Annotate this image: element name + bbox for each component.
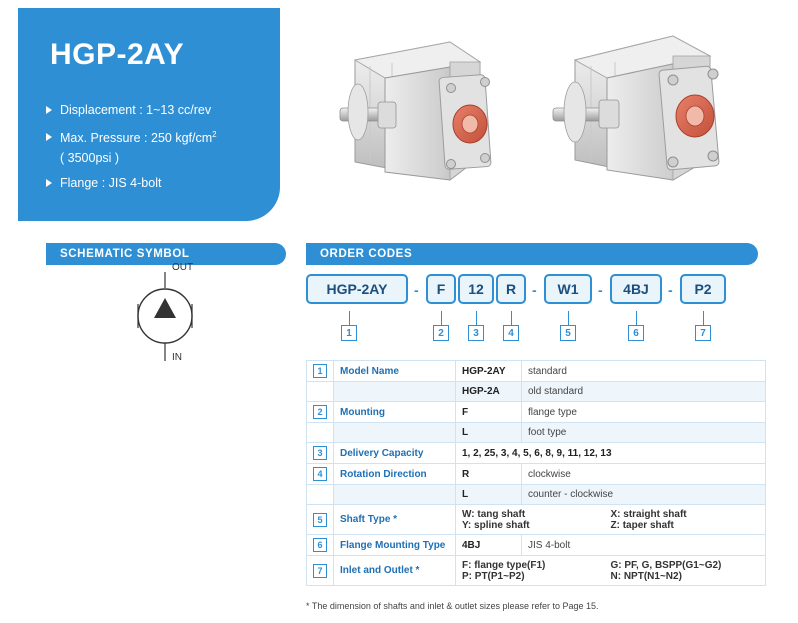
row-index-cell — [307, 556, 334, 586]
row-index-cell — [307, 361, 334, 382]
row-index-cell — [307, 402, 334, 423]
inlet-outlet-options — [456, 556, 766, 586]
table-row — [307, 505, 766, 535]
row-desc: counter - clockwise — [522, 485, 766, 505]
row-code: F — [456, 402, 522, 423]
row-index-cell — [307, 382, 334, 402]
spec-pressure-psi: ( 3500psi ) — [60, 151, 120, 166]
index-badge-6: 6 — [628, 325, 644, 341]
row-name: Inlet and Outlet * — [334, 556, 456, 586]
pump-symbol-icon — [110, 266, 260, 366]
row-name: Flange Mounting Type — [334, 535, 456, 556]
table-row — [307, 402, 766, 423]
row-name — [334, 485, 456, 505]
code-separator: - — [668, 282, 673, 298]
row-name: Delivery Capacity — [334, 443, 456, 464]
page-title: HGP-2AY — [50, 38, 185, 71]
product-photos — [320, 14, 780, 214]
row-index-badge: 4 — [313, 467, 327, 481]
shaft-type-x: X: straight shaft — [610, 508, 687, 520]
row-code: L — [456, 423, 522, 443]
row-desc: flange type — [522, 402, 766, 423]
row-code: HGP-2A — [456, 382, 522, 402]
row-desc: JIS 4-bolt — [522, 535, 766, 556]
row-code: 1, 2, 25, 3, 4, 5, 6, 8, 9, 11, 12, 13 — [456, 443, 766, 464]
code-box-6[interactable]: 4BJ — [610, 274, 662, 304]
row-desc: standard — [522, 361, 766, 382]
spec-max-pressure — [46, 130, 276, 147]
arrow-icon — [46, 133, 52, 141]
spec-flange-label: Flange : JIS 4-bolt — [60, 176, 162, 191]
footnote: * The dimension of shafts and inlet & outlet sizes please refer to Page 15. — [306, 601, 599, 611]
shaft-type-options — [456, 505, 766, 535]
row-name — [334, 423, 456, 443]
row-index-cell — [307, 443, 334, 464]
index-badge-5: 5 — [560, 325, 576, 341]
table-row — [307, 423, 766, 443]
row-code: L — [456, 485, 522, 505]
row-index-cell — [307, 464, 334, 485]
shaft-type-z: Z: taper shaft — [610, 519, 674, 531]
table-row — [307, 443, 766, 464]
table-row — [307, 535, 766, 556]
row-index-badge: 2 — [313, 405, 327, 419]
shaft-type-y: Y: spline shaft — [462, 519, 530, 531]
arrow-icon — [46, 106, 52, 114]
row-name: Shaft Type * — [334, 505, 456, 535]
row-desc: clockwise — [522, 464, 766, 485]
row-index-badge: 6 — [313, 538, 327, 552]
index-badge-4: 4 — [503, 325, 519, 341]
row-index-badge: 1 — [313, 364, 327, 378]
inlet-outlet-p: P: PT(P1~P2) — [462, 570, 525, 582]
section-header-order-codes: ORDER CODES — [306, 243, 758, 265]
spec-pressure-superscript: 2 — [212, 129, 217, 139]
spec-flange — [46, 176, 276, 192]
spec-max-pressure-label: Max. Pressure : 250 kgf/cm — [60, 130, 213, 145]
code-box-1[interactable]: HGP-2AY — [306, 274, 408, 304]
row-index-badge: 7 — [313, 564, 327, 578]
order-codes-table — [306, 360, 766, 586]
row-name: Mounting — [334, 402, 456, 423]
schematic-out-label: OUT — [172, 262, 194, 273]
table-row — [307, 361, 766, 382]
index-badge-7: 7 — [695, 325, 711, 341]
row-name: Model Name — [334, 361, 456, 382]
index-badge-3: 3 — [468, 325, 484, 341]
row-index-cell — [307, 505, 334, 535]
inlet-outlet-f: F: flange type(F1) — [462, 559, 546, 571]
table-row — [307, 485, 766, 505]
row-desc: foot type — [522, 423, 766, 443]
section-header-schematic: SCHEMATIC SYMBOL — [46, 243, 286, 265]
inlet-outlet-n: N: NPT(N1~N2) — [610, 570, 682, 582]
table-row — [307, 464, 766, 485]
row-code: R — [456, 464, 522, 485]
order-code-index-row — [306, 325, 766, 345]
row-code: HGP-2AY — [456, 361, 522, 382]
row-name — [334, 382, 456, 402]
code-box-5[interactable]: W1 — [544, 274, 592, 304]
shaft-type-w: W: tang shaft — [462, 508, 526, 520]
code-box-7[interactable]: P2 — [680, 274, 726, 304]
table-row — [307, 556, 766, 586]
row-code: 4BJ — [456, 535, 522, 556]
row-index-cell — [307, 423, 334, 443]
row-desc: old standard — [522, 382, 766, 402]
order-code-row — [306, 274, 766, 306]
spec-list — [46, 103, 276, 203]
row-index-cell — [307, 535, 334, 556]
pump-illustrations — [320, 14, 780, 214]
row-index-badge: 5 — [313, 513, 327, 527]
code-separator: - — [598, 282, 603, 298]
row-index-cell — [307, 485, 334, 505]
inlet-outlet-g: G: PF, G, BSPP(G1~G2) — [610, 559, 722, 571]
code-box-2[interactable]: F — [426, 274, 456, 304]
arrow-icon — [46, 179, 52, 187]
code-separator: - — [414, 282, 419, 298]
row-index-badge: 3 — [313, 446, 327, 460]
index-badge-2: 2 — [433, 325, 449, 341]
spec-displacement-label: Displacement : 1~13 cc/rev — [60, 103, 212, 117]
spec-displacement — [46, 103, 276, 119]
row-name: Rotation Direction — [334, 464, 456, 485]
code-box-4[interactable]: R — [496, 274, 526, 304]
schematic-in-label: IN — [172, 352, 182, 363]
table-row — [307, 382, 766, 402]
code-separator: - — [532, 282, 537, 298]
schematic-symbol — [110, 262, 260, 366]
index-badge-1: 1 — [341, 325, 357, 341]
code-box-3[interactable]: 12 — [458, 274, 494, 304]
